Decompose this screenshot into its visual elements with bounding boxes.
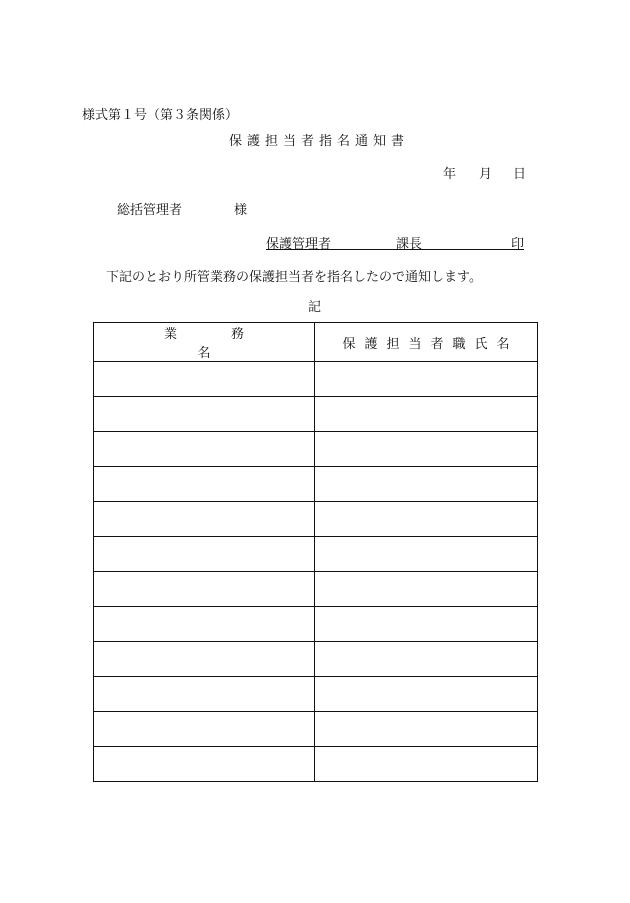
business-name-cell[interactable] xyxy=(94,572,315,607)
table-row xyxy=(94,572,538,607)
notice-body-text: 下記のとおり所管業務の保護担当者を指名したので通知します。 xyxy=(106,270,482,285)
officer-name-cell[interactable] xyxy=(315,677,538,712)
sender-title: 課長 xyxy=(396,237,423,252)
business-name-cell[interactable] xyxy=(94,747,315,782)
officer-name-cell[interactable] xyxy=(315,502,538,537)
table-row xyxy=(94,642,538,677)
business-name-cell[interactable] xyxy=(94,397,315,432)
business-name-cell[interactable] xyxy=(94,502,315,537)
date-day-label: 日 xyxy=(513,167,527,182)
officer-name-cell[interactable] xyxy=(315,397,538,432)
table-row xyxy=(94,467,538,502)
addressee-name: 総括管理者 xyxy=(117,203,183,218)
officer-name-cell[interactable] xyxy=(315,712,538,747)
business-name-cell[interactable] xyxy=(94,537,315,572)
table-row xyxy=(94,537,538,572)
business-name-cell[interactable] xyxy=(94,432,315,467)
header-business-name: 業務名 xyxy=(94,323,315,362)
table-row xyxy=(94,677,538,712)
document-title: 保護担当者指名通知書 xyxy=(229,134,410,149)
header-officer-name: 保護担当者職氏名 xyxy=(315,323,538,362)
sender-seal-mark: 印 xyxy=(510,237,524,252)
officer-name-cell[interactable] xyxy=(315,607,538,642)
business-name-cell[interactable] xyxy=(94,712,315,747)
date-year-label: 年 xyxy=(443,167,457,182)
form-number: 様式第１号（第３条関係） xyxy=(82,108,239,123)
table-row xyxy=(94,397,538,432)
officer-name-cell[interactable] xyxy=(315,467,538,502)
date-month-label: 月 xyxy=(479,167,493,182)
sender-organization: 保護管理者 xyxy=(266,237,332,252)
business-name-cell[interactable] xyxy=(94,607,315,642)
table-row xyxy=(94,712,538,747)
officer-name-cell[interactable] xyxy=(315,572,538,607)
table-row xyxy=(94,362,538,397)
officer-name-cell[interactable] xyxy=(315,432,538,467)
officer-name-cell[interactable] xyxy=(315,362,538,397)
officer-name-cell[interactable] xyxy=(315,747,538,782)
table-row xyxy=(94,747,538,782)
business-name-cell[interactable] xyxy=(94,362,315,397)
business-name-cell[interactable] xyxy=(94,677,315,712)
sender-signature-line xyxy=(266,233,524,250)
table-row xyxy=(94,502,538,537)
table-header-row xyxy=(94,323,538,362)
table-body xyxy=(94,362,538,782)
business-name-cell[interactable] xyxy=(94,642,315,677)
ki-heading: 記 xyxy=(308,300,322,315)
assignment-table xyxy=(93,322,538,782)
officer-name-cell[interactable] xyxy=(315,642,538,677)
table-row xyxy=(94,607,538,642)
addressee-honorific: 様 xyxy=(234,203,248,218)
table-row xyxy=(94,432,538,467)
business-name-cell[interactable] xyxy=(94,467,315,502)
officer-name-cell[interactable] xyxy=(315,537,538,572)
